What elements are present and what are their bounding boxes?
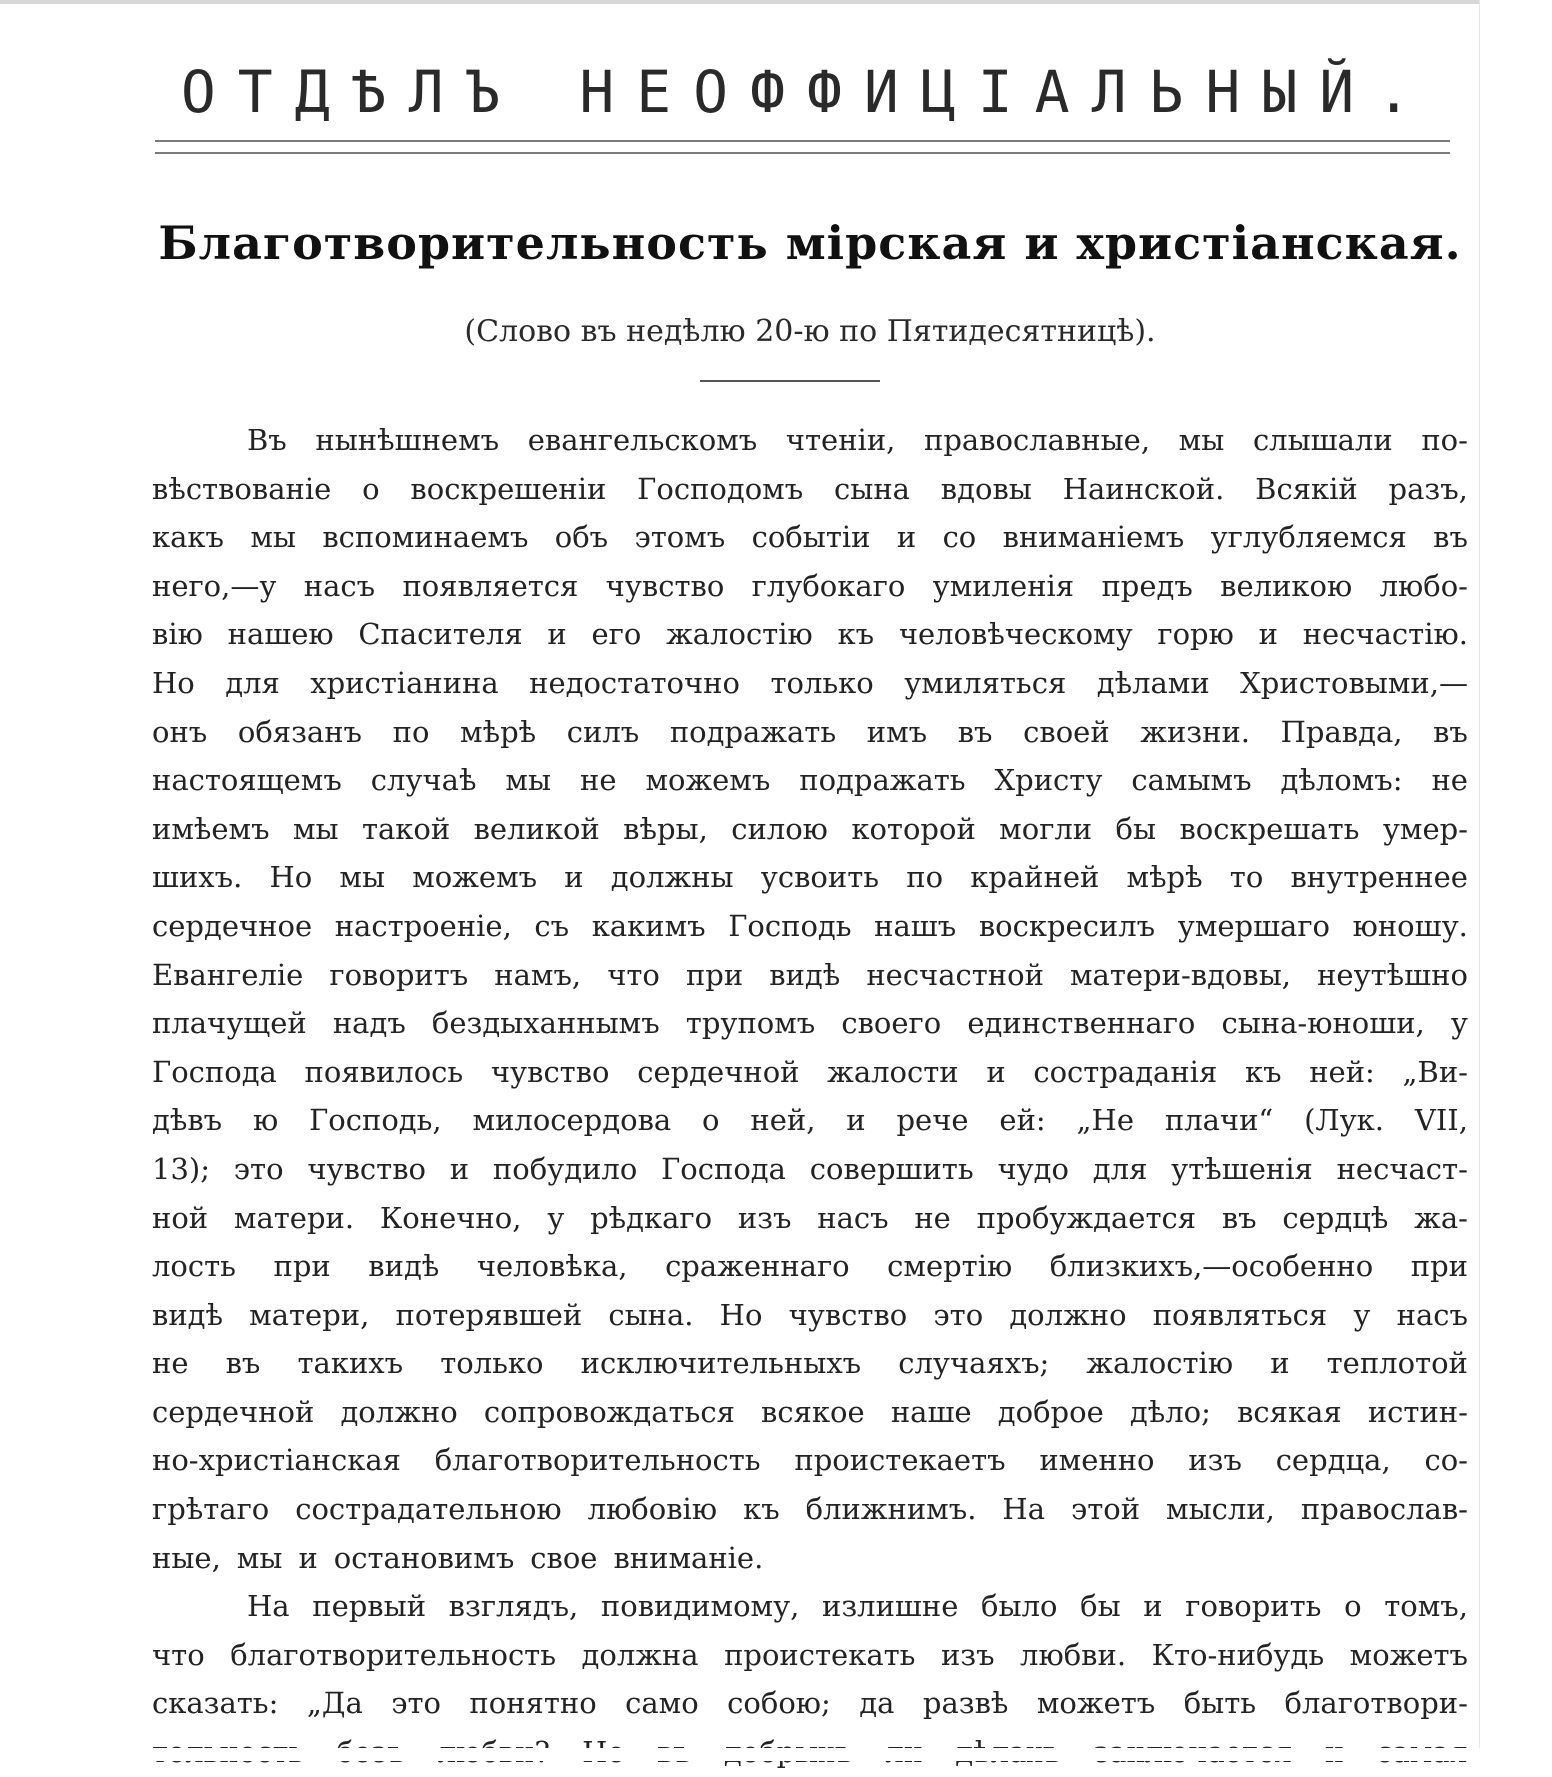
right-margin — [1479, 0, 1552, 1761]
text-line: дѣвъ ю Господь, милосердова о ней, и рече ей: „Не плачи“ (Лук. VII, — [152, 1103, 1468, 1138]
text-line: ные, мы и остановимъ свое вниманіе. — [152, 1540, 764, 1575]
text-line: плачущей надъ бездыханнымъ трупомъ своего единственнаго сына-юноши, у — [152, 1006, 1468, 1041]
subtitle-divider — [700, 380, 880, 382]
text-line: сердечной должно сопровождаться всякое наше доброе дѣло; всякая истин- — [152, 1394, 1468, 1429]
text-line: но-христіанская благотворительность проистекаетъ именно изъ сердца, со- — [152, 1443, 1468, 1478]
text-line: онъ обязанъ по мѣрѣ силъ подражать имъ въ своей жизни. Правда, въ — [152, 714, 1468, 749]
text-line: имѣемъ мы такой великой вѣры, силою которой могли бы воскрешать умер- — [152, 811, 1468, 846]
page-bottom-edge — [0, 1748, 1552, 1761]
text-line: настоящемъ случаѣ мы не можемъ подражать Христу самымъ дѣломъ: не — [152, 763, 1468, 798]
article-title: Благотворительность мірская и христіанская. — [158, 216, 1462, 270]
text-line: не въ такихъ только исключительныхъ случаяхъ; жалостію и теплотой — [152, 1346, 1468, 1381]
text-line: грѣтаго сострадательною любовію къ ближнимъ. На этой мысли, православ- — [152, 1492, 1468, 1527]
text-line: Господа появилось чувство сердечной жалости и состраданія къ ней: „Ви- — [152, 1054, 1468, 1089]
text-line: сердечное настроеніе, съ какимъ Господь нашъ воскресилъ умершаго юношу. — [152, 908, 1468, 943]
text-line: сказать: „Да это понятно само собою; да развѣ можетъ быть благотвори- — [152, 1686, 1468, 1721]
text-line: какъ мы вспоминаемъ объ этомъ событіи и со вниманіемъ углубляемся въ — [152, 520, 1468, 555]
article-body — [152, 416, 1468, 1777]
text-line: вію нашею Спасителя и его жалостію къ человѣческому горю и несчастію. — [152, 617, 1468, 652]
top-edge-line — [0, 0, 1552, 4]
text-line: лость при видѣ человѣка, сраженнаго смертію близкихъ,—особенно при — [152, 1249, 1468, 1284]
text-line: 13); это чувство и побудило Господа совершить чудо для утѣшенія несчаст- — [152, 1151, 1468, 1186]
text-line: ной матери. Конечно, у рѣдкаго изъ насъ не пробуждается въ сердцѣ жа- — [152, 1200, 1468, 1235]
text-line: шихъ. Но мы можемъ и должны усвоить по крайней мѣрѣ то внутреннее — [152, 860, 1468, 895]
text-line: вѣствованіе о воскрешеніи Господомъ сына вдовы Наинской. Всякій разъ, — [152, 471, 1468, 506]
text-line: Въ нынѣшнемъ евангельскомъ чтеніи, православные, мы слышали по- — [247, 423, 1468, 457]
text-line: На первый взглядъ, повидимому, излишне было бы и говорить о томъ, — [247, 1589, 1468, 1624]
header-divider — [155, 140, 1450, 154]
text-line: видѣ матери, потерявшей сына. Но чувство это должно появляться у насъ — [152, 1297, 1468, 1332]
text-line: него,—у насъ появляется чувство глубокаго умиленія предъ великою любо- — [152, 568, 1468, 603]
text-line: Но для христіанина недостаточно только умиляться дѣлами Христовыми,— — [152, 665, 1468, 700]
section-header: ОТДѢЛЪ НЕОФФИЦІАЛЬНЫЙ. — [180, 58, 1434, 126]
article-subtitle: (Слово въ недѣлю 20-ю по Пятидесятницѣ). — [464, 314, 1156, 349]
text-line: Евангеліе говоритъ намъ, что при видѣ несчастной матери-вдовы, неутѣшно — [152, 957, 1468, 992]
text-line: что благотворительность должна проистекать изъ любви. Кто-нибудь можетъ — [152, 1637, 1468, 1672]
